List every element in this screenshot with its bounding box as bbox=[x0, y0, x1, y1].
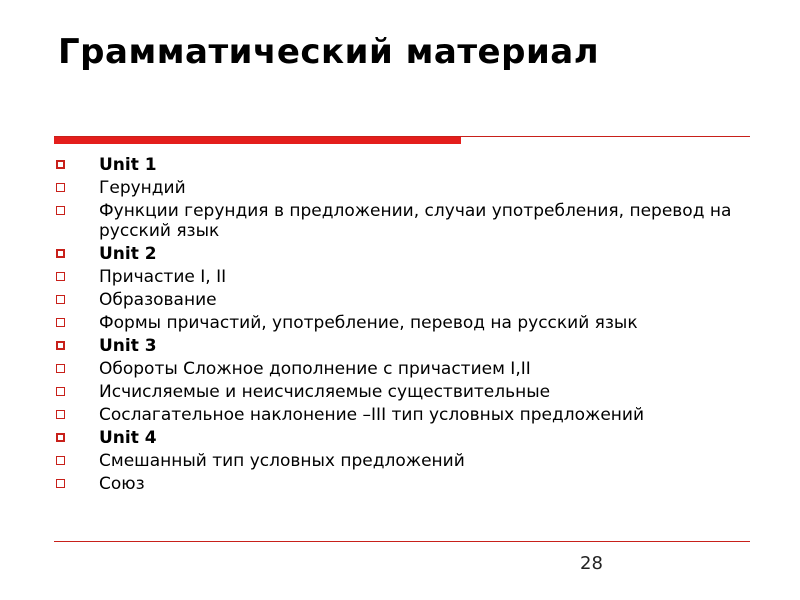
square-bullet-icon bbox=[56, 295, 65, 304]
list-item bbox=[54, 313, 754, 333]
content-bullet-list bbox=[54, 155, 754, 497]
list-item bbox=[54, 382, 754, 402]
list-item-unit-2 bbox=[54, 244, 754, 264]
list-item-text: Исчисляемые и неисчисляемые существительные bbox=[99, 382, 551, 402]
title-divider-accent-bar bbox=[54, 137, 461, 144]
list-item bbox=[54, 201, 754, 241]
square-bullet-icon bbox=[56, 433, 65, 442]
list-item-text: Сослагательное наклонение –III тип условных предложений bbox=[99, 405, 645, 425]
list-item bbox=[54, 267, 754, 287]
list-item bbox=[54, 290, 754, 310]
list-item-text: Союз bbox=[99, 474, 145, 494]
slide-title: Грамматический материал bbox=[58, 32, 600, 72]
square-bullet-icon bbox=[56, 318, 65, 327]
square-bullet-icon bbox=[56, 183, 65, 192]
list-item-text: Обороты Сложное дополнение с причастием I,II bbox=[99, 359, 531, 379]
list-item bbox=[54, 405, 754, 425]
list-item-text: Смешанный тип условных предложений bbox=[99, 451, 465, 471]
list-item-text: Причастие I, II bbox=[99, 267, 227, 287]
page-number: 28 bbox=[580, 553, 603, 574]
square-bullet-icon bbox=[56, 341, 65, 350]
list-item-text: Unit 2 bbox=[99, 244, 157, 264]
square-bullet-icon bbox=[56, 410, 65, 419]
footer-divider-line bbox=[54, 541, 750, 542]
square-bullet-icon bbox=[56, 479, 65, 488]
list-item-unit-1 bbox=[54, 155, 754, 175]
list-item-text: Формы причастий, употребление, перевод на русский язык bbox=[99, 313, 638, 333]
list-item-text: Образование bbox=[99, 290, 217, 310]
square-bullet-icon bbox=[56, 387, 65, 396]
square-bullet-icon bbox=[56, 364, 65, 373]
square-bullet-icon bbox=[56, 160, 65, 169]
list-item bbox=[54, 474, 754, 494]
list-item-unit-3 bbox=[54, 336, 754, 356]
list-item-text: Функции герундия в предложении, случаи употребления, перевод на русский язык bbox=[99, 201, 732, 241]
square-bullet-icon bbox=[56, 206, 65, 215]
list-item bbox=[54, 359, 754, 379]
list-item bbox=[54, 451, 754, 471]
list-item-text: Герундий bbox=[99, 178, 186, 198]
list-item bbox=[54, 178, 754, 198]
square-bullet-icon bbox=[56, 456, 65, 465]
list-item-unit-4 bbox=[54, 428, 754, 448]
square-bullet-icon bbox=[56, 249, 65, 258]
list-item-text: Unit 4 bbox=[99, 428, 157, 448]
square-bullet-icon bbox=[56, 272, 65, 281]
list-item-text: Unit 3 bbox=[99, 336, 157, 356]
list-item-text: Unit 1 bbox=[99, 155, 157, 175]
